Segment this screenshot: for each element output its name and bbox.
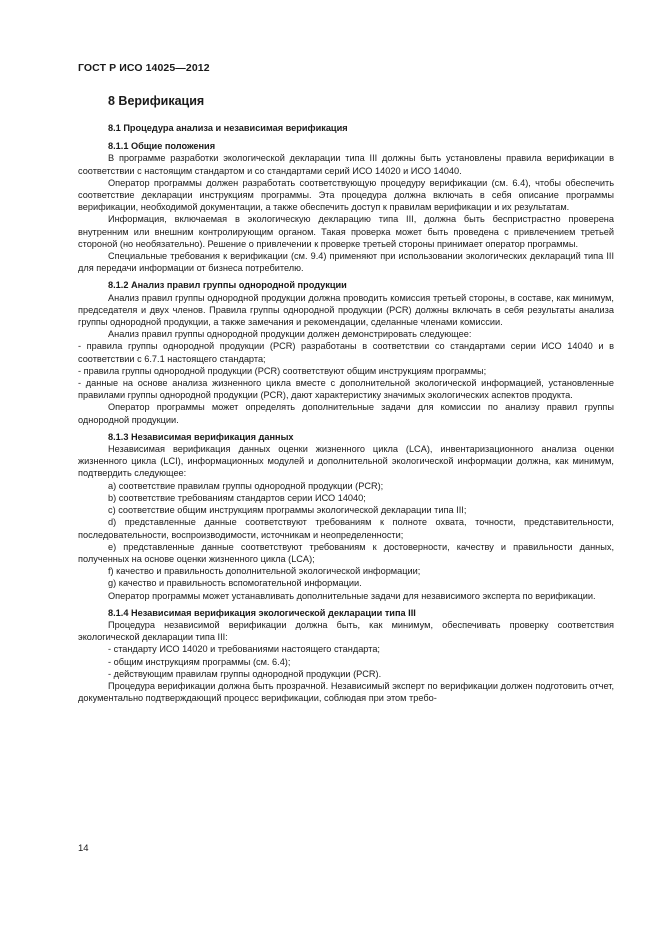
- list-item: f) качество и правильность дополнительной экологической информации;: [108, 566, 421, 577]
- list-item: - правила группы однородной продукции (PCR) разработаны в соответствии со стандартами серии ИСО 14040 и в соответствии с 6.7.1 настоящего стандарта;: [78, 341, 614, 364]
- subsection-title: 8.1 Процедура анализа и независимая верификация: [108, 123, 348, 133]
- clause-title: 8.1.1 Общие положения: [108, 141, 216, 152]
- paragraph: Оператор программы должен разработать соответствующую процедуру верификации (см. 6.4), чтобы обеспечить соответствие декларации инструкциям программы. Эта процедура должна включать в себя описание программы верификации, необходимой документации, а также обеспечить доступ к правилам верификации и их результатам.: [78, 177, 614, 213]
- paragraph: Процедура верификации должна быть прозрачной. Независимый эксперт по верификации должен подготовить отчет, документально подтверждающий процесс верификации, соблюдая при этом требо-: [78, 680, 614, 704]
- clause-title: 8.1.4 Независимая верификация экологической декларации типа III: [108, 607, 416, 618]
- list-item: - действующим правилам группы однородной продукции (PCR).: [108, 668, 382, 679]
- list-item: d) представленные данные соответствуют требованиям к полноте охвата, точности, представительности, последовательности, воспроизводимости, источникам и неопределенности;: [78, 517, 614, 540]
- paragraph: Независимая верификация данных оценки жизненного цикла (LCA), инвентаризационного анализа оценки жизненного цикла (LCI), информационных модулей и дополнительной экологической информации должна, как минимум, подтвердить следующее:: [78, 444, 614, 479]
- list-item: b) соответствие требованиям стандартов серии ИСО 14040;: [108, 492, 366, 503]
- paragraph: Оператор программы может определять дополнительные задачи для комиссии по анализу правил группы однородной продукции.: [78, 402, 614, 425]
- list-item: - правила группы однородной продукции (PCR) соответствуют общим инструкциям программы;: [78, 365, 487, 376]
- paragraph: Оператор программы может устанавливать дополнительные задачи для независимого эксперта по верификации.: [108, 590, 596, 601]
- list-item: - данные на основе анализа жизненного цикла вместе с дополнительной экологической информацией, установленные правилами группы однородной продукции (PCR), дают характеристику значимых экологических аспектов продукта.: [78, 378, 614, 401]
- paragraph: Анализ правил группы однородной продукции должна проводить комиссия третьей стороны, в составе, как минимум, председателя и двух членов. Правила группы однородной продукции (PCR) должны включать в себя результаты анализа группы однородной продукции, а также замечания и рекомендации, сделанные членами комиссии.: [78, 292, 614, 328]
- page-number: 14: [78, 843, 89, 854]
- paragraph: Процедура независимой верификации должна быть, как минимум, обеспечивать проверку соответствия экологической декларации типа III:: [78, 619, 614, 643]
- standard-header: ГОСТ Р ИСО 14025—2012: [78, 62, 210, 74]
- list-item: - стандарту ИСО 14020 и требованиями настоящего стандарта;: [108, 644, 380, 655]
- paragraph: В программе разработки экологической декларации типа III должны быть установлены правила верификации в соответствии с настоящим стандартом и со стандартами серий ИСО 14020 и ИСО 14040.: [78, 153, 614, 176]
- list-item: c) соответствие общим инструкциям программы экологической декларации типа III;: [108, 505, 467, 516]
- clause-title: 8.1.2 Анализ правил группы однородной продукции: [108, 280, 347, 291]
- document-body: [78, 94, 614, 704]
- paragraph: Анализ правил группы однородной продукции должен демонстрировать следующее:: [108, 329, 472, 340]
- list-item: e) представленные данные соответствуют требованиям к достоверности, качеству и правильности данных, полученных на основе оценки жизненного цикла (LCA);: [78, 541, 614, 564]
- section-title: 8 Верификация: [108, 94, 205, 108]
- clause-title: 8.1.3 Независимая верификация данных: [108, 431, 294, 442]
- list-item: - общим инструкциям программы (см. 6.4);: [108, 656, 291, 667]
- list-item: a) соответствие правилам группы однородной продукции (PCR);: [108, 480, 384, 491]
- paragraph: Информация, включаемая в экологическую декларацию типа III, должна быть беспристрастно проверена внутренним или внешним контролирующим органом. Такая проверка может быть проведена с привлечением третьей стороной (но необязательно). Решение о привлечении к проверке третьей стороны принимает оператор программы.: [78, 214, 614, 249]
- list-item: g) качество и правильность вспомогательной информации.: [108, 578, 362, 589]
- paragraph: Специальные требования к верификации (см. 9.4) применяют при использовании экологических деклараций типа III для передачи информации от бизнеса потребителю.: [78, 251, 614, 274]
